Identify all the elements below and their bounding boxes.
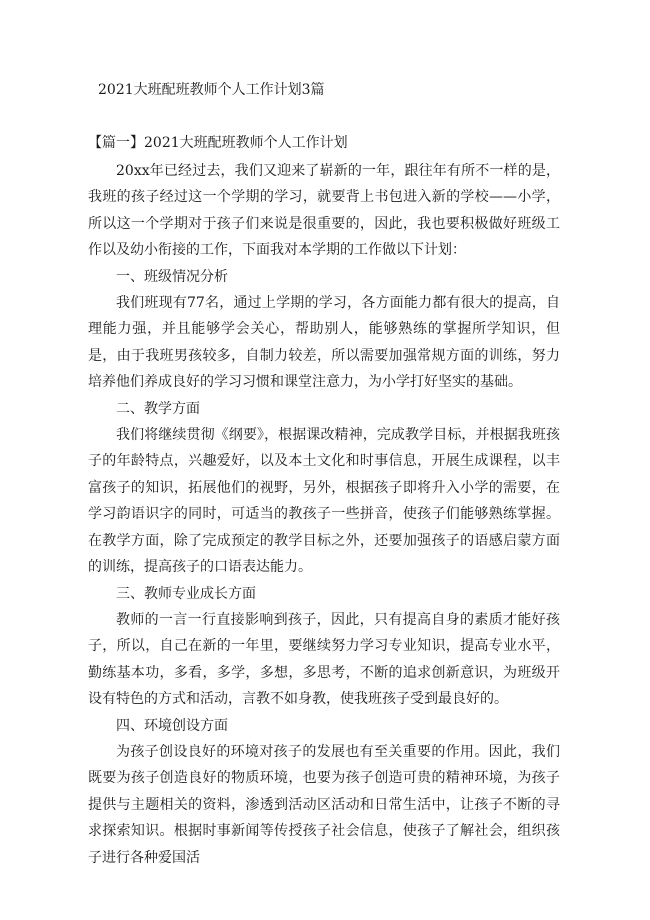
section-paragraph: 我们将继续贯彻《纲要》，根据课改精神，完成教学目标，并根据我班孩子的年龄特点，兴趣爱好，以及本土文化和时事信息，开展生成课程，以丰富孩子的知识，拓展他们的视野，另外，根据孩子即将升入小学的需要，在学习韵语识字的同时，可适当的教孩子一些拼音，使孩子们能够熟练掌握。在教学方面，除了完成预定的教学目标之外，还要加强孩子的语感启蒙方面的训练，提高孩子的口语表达能力。 [88,427,560,576]
section-title: 【篇一】2021大班配班教师个人工作计划 [88,135,348,151]
section-paragraph: 为孩子创设良好的环境对孩子的发展也有至关重要的作用。因此，我们既要为孩子创造良好的物质环境，也要为孩子创造可贵的精神环境，为孩子提供与主题相关的资料，渗透到活动区活动和日常生活中，让孩子不断的寻求探索知识。根据时事新闻等传授孩子社会信息，使孩子了解社会，组织孩子进行各种爱国活 [88,743,560,866]
section-paragraph: 教师的一言一行直接影响到孩子，因此，只有提高自身的素质才能好孩子，所以，自己在新的一年里，要继续努力学习专业知识，提高专业水平，勤练基本功，多看，多学，多想，多思考，不断的追求创新意识，为班级开设有特色的方式和活动，言教不如身教，使我班孩子受到最良好的。 [88,611,560,708]
intro-paragraph: 20xx年已经过去，我们又迎来了崭新的一年，跟往年有所不一样的是，我班的孩子经过这一个学期的学习，就要背上书包进入新的学校——小学，所以这一个学期对于孩子们来说是很重要的，因此，我也要积极做好班级工作以及幼小衔接的工作，下面我对本学期的工作做以下计划： [88,163,560,259]
document-title: 2021大班配班教师个人工作计划3篇 [98,82,325,98]
section-heading: 四、环境创设方面 [116,717,228,734]
section-paragraph: 我们班现有77名，通过上学期的学习，各方面能力都有很大的提高，自理能力强，并且能够学会关心，帮助别人，能够熟练的掌握所学知识，但是，由于我班男孩较多，自制力较差，所以需要加强常规方面的训练，努力培养他们养成良好的学习习惯和课堂注意力，为小学打好坚实的基础。 [88,295,560,391]
section-heading: 三、教师专业成长方面 [116,585,256,602]
document-body [88,158,560,871]
section-heading: 二、教学方面 [116,400,200,417]
section-heading: 一、班级情况分析 [116,268,228,285]
